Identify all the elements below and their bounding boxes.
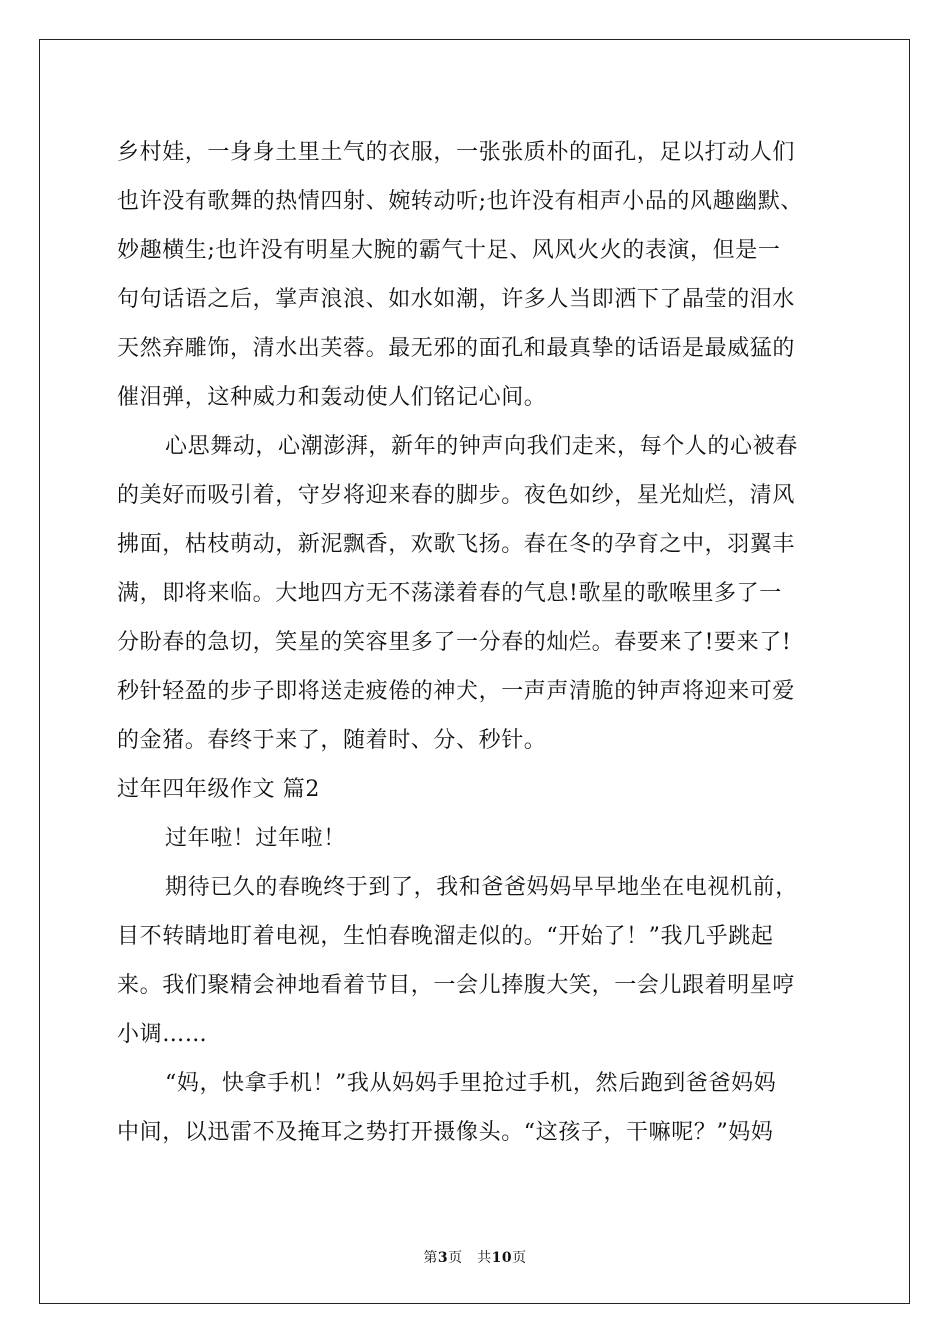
section-heading: 过年四年级作文 篇2: [117, 777, 320, 802]
text-line: 也许没有歌舞的热情四射、婉转动听;也许没有相声小品的风趣幽默、: [117, 189, 804, 214]
text-line: 心思舞动，心潮澎湃，新年的钟声向我们走来，每个人的心被春: [165, 434, 798, 459]
page-mid: 页 共: [448, 1250, 492, 1266]
text-line: 目不转睛地盯着电视，生怕春晚溜走似的。“开始了！”我几乎跳起: [117, 924, 774, 949]
text-line: 拂面，枯枝萌动，新泥飘香，欢歌飞扬。春在冬的孕育之中，羽翼丰: [117, 532, 796, 557]
text-line: 秒针轻盈的步子即将送走疲倦的神犬，一声声清脆的钟声将迎来可爱: [117, 679, 796, 704]
text-line: 的金猪。春终于来了，随着时、分、秒针。: [117, 728, 547, 753]
text-line: 天然弃雕饰，清水出芙蓉。最无邪的面孔和最真挚的话语是最威猛的: [117, 336, 796, 361]
text-line: 分盼春的急切，笑星的笑容里多了一分春的灿烂。春要来了!要来了!: [117, 630, 792, 655]
text-line: 期待已久的春晚终于到了，我和爸爸妈妈早早地坐在电视机前，: [165, 875, 798, 900]
page-total: 10: [491, 1250, 513, 1266]
page-suffix: 页: [512, 1250, 527, 1266]
page-footer: [0, 1247, 950, 1267]
text-line: 满，即将来临。大地四方无不荡漾着春的气息!歌星的歌喉里多了一: [117, 581, 782, 606]
text-line: 句句话语之后，掌声浪浪、如水如潮，许多人当即洒下了晶莹的泪水: [117, 287, 796, 312]
text-line: 小调……: [117, 1022, 208, 1047]
text-line: “妈，快拿手机！”我从妈妈手里抢过手机，然后跑到爸爸妈妈: [165, 1071, 777, 1096]
text-line: 乡村娃，一身身土里土气的衣服，一张张质朴的面孔，足以打动人们: [117, 140, 796, 165]
text-line: 过年啦！过年啦！: [165, 826, 346, 851]
document-body: [117, 128, 833, 1157]
text-line: 中间，以迅雷不及掩耳之势打开摄像头。“这孩子，干嘛呢？”妈妈: [117, 1120, 774, 1145]
text-line: 妙趣横生;也许没有明星大腕的霸气十足、风风火火的表演，但是一: [117, 238, 781, 263]
page-current: 3: [437, 1250, 449, 1266]
text-line: 催泪弹，这种威力和轰动使人们铭记心间。: [117, 385, 547, 410]
text-line: 的美好而吸引着，守岁将迎来春的脚步。夜色如纱，星光灿烂，清风: [117, 483, 796, 508]
text-line: 来。我们聚精会神地看着节目，一会儿捧腹大笑，一会儿跟着明星哼: [117, 973, 796, 998]
page-prefix: 第: [423, 1250, 438, 1266]
